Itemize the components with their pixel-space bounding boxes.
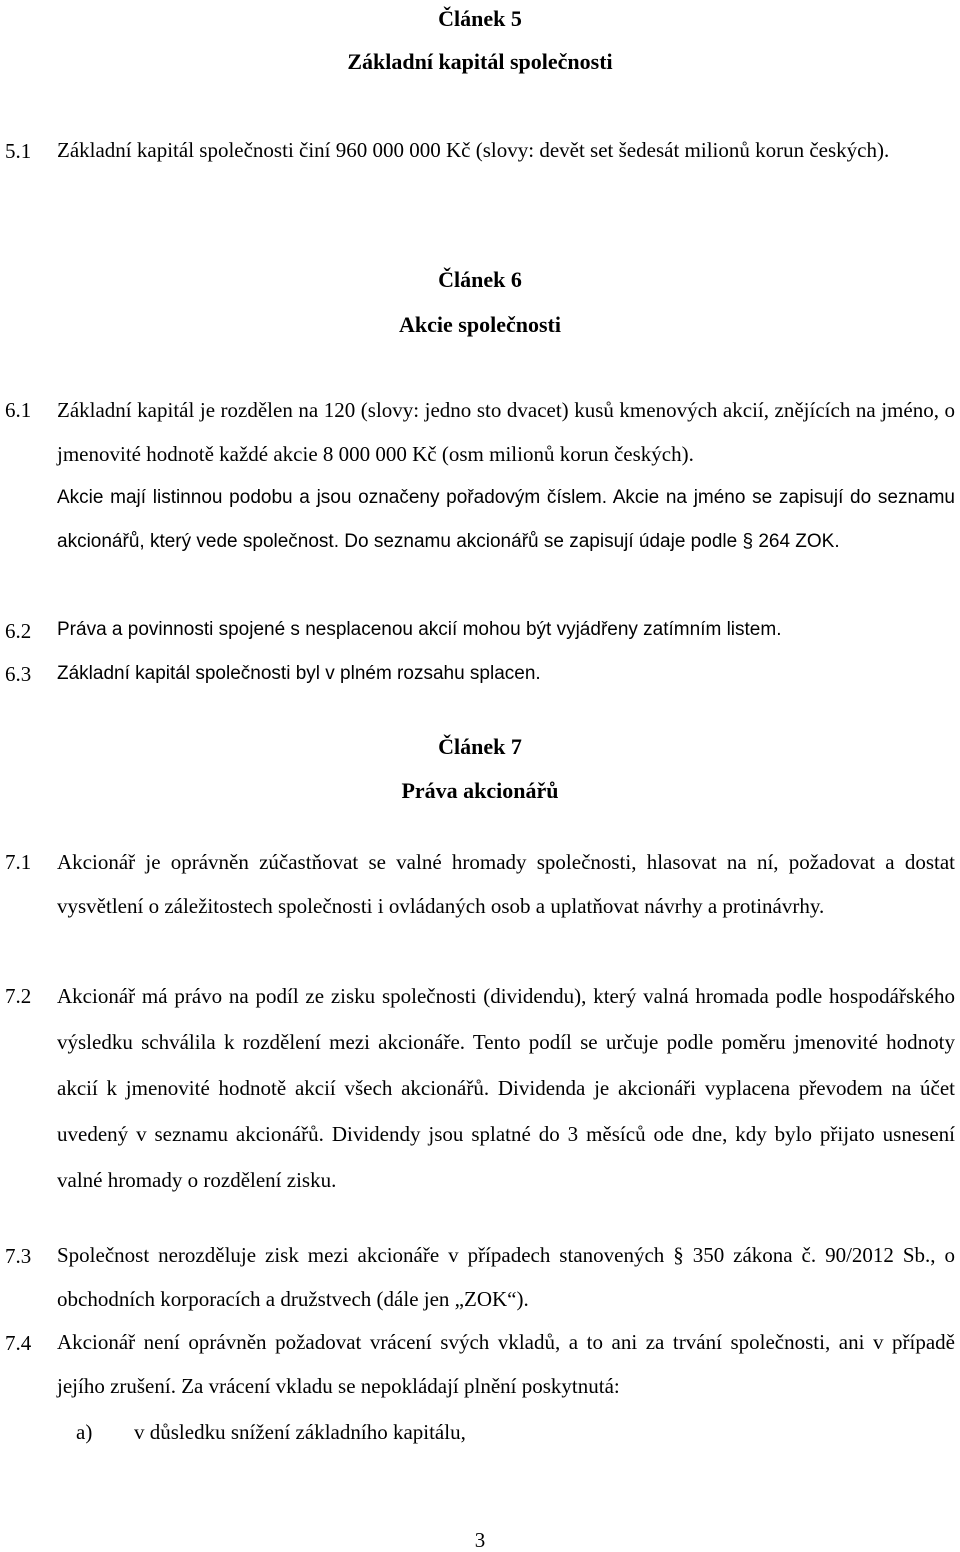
item-text-7-3: [57, 1233, 955, 1321]
item-number-6-1: 6.1: [5, 398, 32, 422]
article-7-subtitle: Práva akcionářů: [401, 778, 559, 803]
article-7-title: Článek 7: [438, 734, 522, 759]
article-5-subtitle: Základní kapitál společnosti: [347, 49, 613, 74]
item-text-5-1: Základní kapitál společnosti činí 960 000 000 Kč (slovy: devět set šedesát milionů korun českých).: [57, 138, 890, 162]
item-text-7-3-a: Společnost nerozděluje zisk mezi akcionáře v případech stanovených: [57, 1243, 665, 1267]
item-number-6-2: 6.2: [5, 619, 32, 643]
item-text-6-1-b-main: Akcie mají listinnou podobu a jsou označeny pořadovým číslem. Akcie na jméno se zapisují do seznamu akcionářů, který vede společnost. Do seznamu akcionářů se zapisují údaje podle: [57, 487, 955, 552]
article-5-title: Článek 5: [438, 6, 522, 31]
item-number-7-1: 7.1: [5, 850, 32, 874]
section-sign: §: [673, 1243, 684, 1267]
item-text-7-4: Akcionář není oprávněn požadovat vrácení svých vkladů, a to ani za trvání společnosti, ani v případě jejího zrušení. Za vrácení vkladu se nepokládají plnění poskytnutá:: [57, 1330, 955, 1398]
article-6-title: Článek 6: [438, 267, 522, 292]
item-text-6-1-c: 264 ZOK.: [758, 531, 840, 552]
item-number-5-1: 5.1: [5, 139, 32, 163]
section-sign: §: [742, 531, 754, 552]
item-text-7-1: Akcionář je oprávněn zúčastňovat se valné hromady společnosti, hlasovat na ní, požadovat a dostat vysvětlení o záležitostech společnosti i ovládaných osob a uplatňovat návrhy a protinávrhy.: [57, 850, 955, 918]
list-letter-a: a): [76, 1420, 93, 1444]
item-number-7-3: 7.3: [5, 1244, 32, 1268]
item-text-7-2: Akcionář má právo na podíl ze zisku společnosti (dividendu), který valná hromada podle hospodářského výsledku schválila k rozdělení mezi akcionáře. Tento podíl se určuje podle poměru jmenovité hodnoty akcií k jmenovité hodnotě akcií všech akcionářů. Dividenda je akcionáři vyplacena převodem na účet uvedený v seznamu akcionářů. Dividendy jsou splatné do 3 měsíců ode dne, kdy bylo přijato usnesení valné hromady o rozdělení zisku.: [57, 984, 955, 1192]
page-number: 3: [474, 1528, 486, 1552]
article-6-subtitle: Akcie společnosti: [399, 312, 561, 337]
item-text-6-2: Práva a povinnosti spojené s nesplacenou akcií mohou být vyjádřeny zatímním listem.: [57, 619, 782, 640]
item-text-6-3: Základní kapitál společnosti byl v plném rozsahu splacen.: [57, 663, 541, 684]
item-text-7-3-b: 350 zákona č. 90/2012 Sb., o obchodních korporacích a družstvech (dále jen „ZOK“).: [57, 1243, 955, 1311]
list-item-a-text: v důsledku snížení základního kapitálu,: [134, 1420, 466, 1444]
item-number-7-2: 7.2: [5, 984, 32, 1008]
item-text-6-1-a: Základní kapitál je rozdělen na 120 (slovy: jedno sto dvacet) kusů kmenových akcií, znějících na jméno, o jmenovité hodnotě každé akcie 8 000 000 Kč (osm milionů korun českých).: [57, 398, 955, 466]
item-text-6-1-b: [57, 476, 955, 564]
item-number-7-4: 7.4: [5, 1331, 32, 1355]
item-number-6-3: 6.3: [5, 662, 32, 686]
